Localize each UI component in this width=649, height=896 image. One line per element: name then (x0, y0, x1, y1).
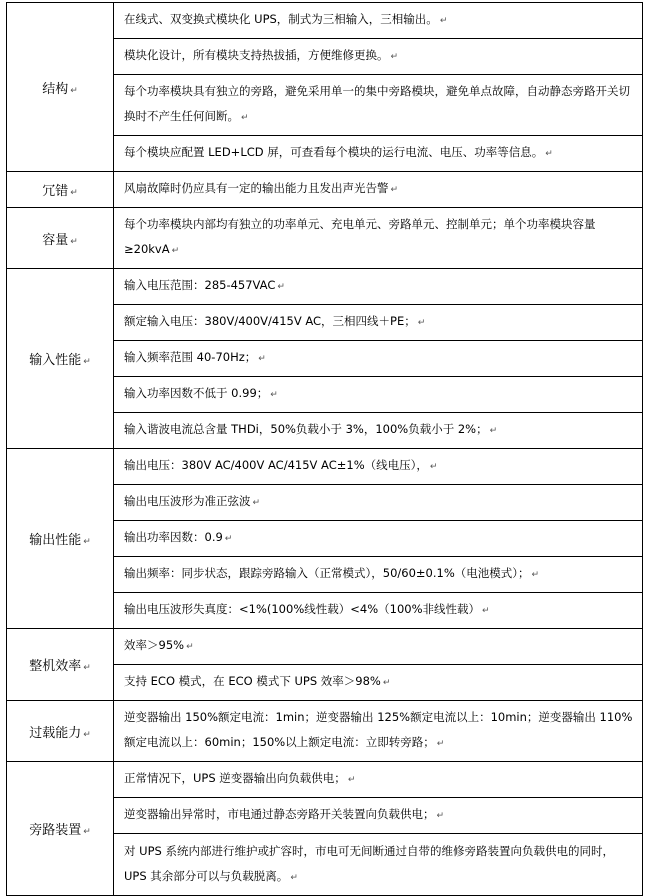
paragraph-mark-icon: ↵ (70, 85, 78, 96)
spec-cell (114, 39, 643, 75)
spec-text: 输入谐波电流总含量 THDi，50%负载小于 3%，100%负载小于 2%； (124, 422, 488, 436)
table-row (7, 172, 643, 208)
spec-cell (114, 377, 643, 413)
spec-cell (114, 3, 643, 39)
spec-text: 输入功率因数不低于 0.99； (124, 386, 269, 400)
spec-text: 额定输入电压：380V/400V/415V AC，三相四线＋PE； (124, 314, 416, 328)
spec-text: 输出电压波形失真度：<1%(100%线性载）<4%（100%非线性载） (124, 602, 480, 616)
spec-text: 风扇故障时仍应具有一定的输出能力且发出声光告警 (124, 181, 389, 195)
paragraph-mark-icon: ↵ (436, 739, 445, 749)
spec-cell (114, 665, 643, 701)
paragraph-mark-icon: ↵ (224, 534, 233, 544)
paragraph-mark-icon: ↵ (83, 537, 91, 547)
category-cell (7, 449, 114, 629)
category-cell (7, 208, 114, 269)
paragraph-mark-icon: ↵ (83, 357, 91, 367)
table-row (7, 269, 643, 305)
category-label: 输入性能 (29, 353, 82, 368)
spec-cell (114, 701, 643, 762)
spec-text: 输出电压波形为准正弦波 (124, 494, 251, 508)
category-label: 结构 (42, 81, 69, 97)
spec-cell (114, 413, 643, 449)
paragraph-mark-icon: ↵ (436, 811, 445, 821)
category-label: 过载能力 (29, 725, 82, 741)
paragraph-mark-icon: ↵ (241, 113, 249, 123)
paragraph-mark-icon: ↵ (390, 52, 399, 62)
category-cell (7, 3, 114, 172)
spec-text: 输出功率因数：0.9 (124, 530, 223, 544)
paragraph-mark-icon: ↵ (83, 729, 91, 740)
table-row (7, 701, 643, 762)
category-cell (7, 762, 114, 896)
paragraph-mark-icon: ↵ (429, 462, 438, 472)
spec-cell (114, 136, 643, 172)
spec-text: 模块化设计，所有模块支持热拔插，方便维修更换。 (124, 48, 389, 62)
table-row (7, 629, 643, 665)
paragraph-mark-icon: ↵ (83, 663, 91, 673)
spec-cell (114, 485, 643, 521)
paragraph-mark-icon: ↵ (482, 606, 490, 616)
category-label: 冗错 (42, 184, 69, 199)
spec-cell (114, 521, 643, 557)
paragraph-mark-icon: ↵ (252, 498, 261, 508)
table-row (7, 762, 643, 798)
spec-cell (114, 449, 643, 485)
paragraph-mark-icon: ↵ (70, 188, 78, 198)
spec-table-body (7, 3, 643, 896)
spec-text: 输入电压范围：285-457VAC (124, 278, 276, 292)
spec-cell (114, 629, 643, 665)
spec-cell (114, 208, 643, 269)
paragraph-mark-icon: ↵ (270, 390, 278, 400)
spec-text: 逆变器输出 150%额定电流：1min；逆变器输出 125%额定电流以上：10min；逆变器输出 110%额定电流以上：60min；150%以上额定电流：立即转旁路； (124, 710, 633, 749)
paragraph-mark-icon: ↵ (545, 149, 553, 159)
spec-text: 每个模块应配置 LED+LCD 屏，可查看每个模块的运行电流、电压、功率等信息。 (124, 145, 544, 159)
paragraph-mark-icon: ↵ (417, 318, 426, 328)
spec-cell (114, 305, 643, 341)
paragraph-mark-icon: ↵ (277, 282, 285, 292)
spec-table (6, 2, 643, 896)
spec-cell (114, 593, 643, 629)
spec-cell (114, 557, 643, 593)
spec-text: 逆变器输出异常时，市电通过静态旁路开关装置向负载供电； (124, 807, 435, 821)
paragraph-mark-icon: ↵ (489, 426, 498, 436)
category-label: 旁路装置 (29, 823, 82, 838)
paragraph-mark-icon: ↵ (171, 246, 180, 256)
spec-text: 每个功率模块内部均有独立的功率单元、充电单元、旁路单元、控制单元；单个功率模块容量≥20kvA (124, 217, 596, 256)
spec-text: 输出频率：同步状态，跟踪旁路输入（正常模式），50/60±0.1%（电池模式）； (124, 566, 530, 580)
category-cell (7, 172, 114, 208)
paragraph-mark-icon: ↵ (382, 678, 391, 688)
paragraph-mark-icon: ↵ (70, 236, 78, 247)
table-row (7, 208, 643, 269)
category-cell (7, 629, 114, 701)
category-label: 容量 (42, 232, 69, 248)
category-cell (7, 269, 114, 449)
paragraph-mark-icon: ↵ (390, 185, 399, 195)
spec-text: 对 UPS 系统内部进行维护或扩容时，市电可无间断通过自带的维修旁路装置向负载供电的同时，UPS 其余部分可以与负载脱离。 (124, 843, 614, 883)
category-label: 输出性能 (29, 533, 82, 548)
paragraph-mark-icon: ↵ (83, 827, 91, 837)
spec-cell (114, 834, 643, 896)
paragraph-mark-icon: ↵ (258, 354, 266, 364)
spec-cell (114, 341, 643, 377)
paragraph-mark-icon: ↵ (290, 872, 298, 883)
paragraph-mark-icon: ↵ (186, 642, 194, 652)
paragraph-mark-icon: ↵ (531, 570, 540, 580)
spec-cell (114, 269, 643, 305)
table-row (7, 3, 643, 39)
spec-text: 输出电压：380V AC/400V AC/415V AC±1%（线电压）， (124, 458, 428, 472)
spec-cell (114, 798, 643, 834)
spec-text: 支持 ECO 模式，在 ECO 模式下 UPS 效率＞98% (124, 674, 381, 688)
spec-text: 在线式、双变换式模块化 UPS，制式为三相输入，三相输出。 (124, 12, 438, 26)
spec-text: 效率＞95% (124, 638, 185, 652)
category-label: 整机效率 (29, 659, 82, 674)
paragraph-mark-icon: ↵ (439, 16, 448, 26)
spec-cell (114, 75, 643, 136)
spec-text: 输入频率范围 40-70Hz； (124, 350, 257, 364)
category-cell (7, 701, 114, 762)
spec-text: 正常情况下，UPS 逆变器输出向负载供电； (124, 771, 346, 785)
spec-cell (114, 762, 643, 798)
table-row (7, 449, 643, 485)
paragraph-mark-icon: ↵ (347, 775, 356, 785)
spec-cell (114, 172, 643, 208)
spec-text: 每个功率模块具有独立的旁路，避免采用单一的集中旁路模块，避免单点故障，自动静态旁路开关切换时不产生任何间断。 (124, 84, 630, 123)
